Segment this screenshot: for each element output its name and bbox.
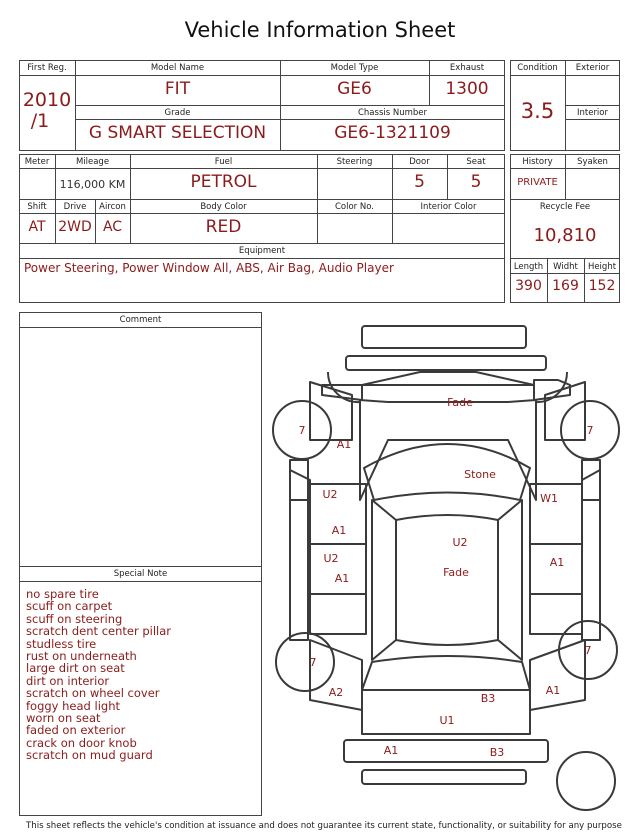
left-pillar xyxy=(372,500,396,660)
drive-value: 2WD xyxy=(58,219,92,235)
height-label: Height xyxy=(587,262,617,272)
right-rear-door xyxy=(530,544,582,594)
front-bumper xyxy=(362,326,526,348)
trunk xyxy=(362,690,530,734)
list-item: studless tire xyxy=(26,636,97,651)
rear-bumper-lower xyxy=(362,770,526,784)
right-mirror xyxy=(582,470,600,500)
width-label: Widht xyxy=(553,262,578,272)
list-item: rust on underneath xyxy=(26,649,137,664)
list-item: crack on door knob xyxy=(26,735,137,750)
model-name-value: FIT xyxy=(164,79,191,99)
left-headlight xyxy=(328,372,360,402)
shift-value: AT xyxy=(28,219,46,235)
mark-door-fl2: A1 xyxy=(331,524,347,537)
mark-door-rr: A1 xyxy=(549,556,565,569)
front-bumper-lower xyxy=(346,356,546,370)
mark-roof: U2 xyxy=(452,536,468,549)
windshield xyxy=(364,444,530,500)
seat-label: Seat xyxy=(466,157,486,167)
mark-door-fl: U2 xyxy=(322,488,338,501)
color-no-label: Color No. xyxy=(334,202,374,212)
mark-bumper-left: A1 xyxy=(383,744,399,757)
mark-tire-fl: 7 xyxy=(298,424,306,437)
fuel-value: PETROL xyxy=(190,172,257,192)
mark-trunk: B3 xyxy=(480,692,496,705)
model-type-value: GE6 xyxy=(337,79,372,99)
front-panel xyxy=(322,372,570,400)
model-type-label: Model Type xyxy=(330,63,379,73)
mark-rear-center: U1 xyxy=(439,714,455,727)
mark-door-rl2: A1 xyxy=(334,572,350,585)
chassis-number-value: GE6-1321109 xyxy=(334,123,451,143)
left-side-panel xyxy=(290,460,308,640)
recycle-fee-label: Recycle Fee xyxy=(539,202,591,212)
equipment-value: Power Steering, Power Window All, ABS, Air Bag, Audio Player xyxy=(24,261,394,275)
mark-door-fr: W1 xyxy=(540,492,558,505)
mark-hood: Stone xyxy=(464,468,496,481)
shift-label: Shift xyxy=(27,202,47,212)
list-item: worn on seat xyxy=(26,711,101,726)
tire-rear-left xyxy=(276,633,334,691)
drive-label: Drive xyxy=(63,202,87,212)
fuel-label: Fuel xyxy=(214,157,233,167)
body-color-label: Body Color xyxy=(200,202,247,212)
exhaust-label: Exhaust xyxy=(449,63,485,73)
mileage-value: 116,000 KM xyxy=(59,178,126,191)
special-note-list xyxy=(26,588,171,762)
equipment-label: Equipment xyxy=(238,246,286,256)
mark-front: Fade xyxy=(447,396,473,409)
list-item: foggy head light xyxy=(26,698,120,713)
first-reg-year: 2010 xyxy=(22,89,72,111)
comment-label: Comment xyxy=(119,315,162,325)
door-value: 5 xyxy=(414,172,425,192)
mark-tire-rl: 7 xyxy=(309,656,317,669)
right-rear-fender xyxy=(530,640,585,710)
length-value: 390 xyxy=(515,278,542,294)
mark-rear-right: A1 xyxy=(545,684,561,697)
seat-value: 5 xyxy=(470,172,482,192)
exhaust-value: 1300 xyxy=(445,79,489,99)
mileage-label: Mileage xyxy=(75,157,110,167)
history-value: PRIVATE xyxy=(517,177,558,188)
model-name-label: Model Name xyxy=(150,63,205,73)
page-title: Vehicle Information Sheet xyxy=(184,18,456,42)
meter-label: Meter xyxy=(24,157,50,167)
right-side-panel xyxy=(582,460,600,640)
mark-rear-left: A2 xyxy=(328,686,344,699)
syaken-label: Syaken xyxy=(577,157,608,167)
disclaimer-footer: This sheet reflects the vehicle's condition at issuance and does not guarantee its current state, functionality, or suitability for any purpose xyxy=(26,821,622,831)
aircon-value: AC xyxy=(102,219,123,235)
chassis-number-label: Chassis Number xyxy=(357,108,428,118)
hood xyxy=(360,400,536,500)
rear-window xyxy=(362,656,530,690)
width-value: 169 xyxy=(552,278,579,294)
recycle-fee-value: 10,810 xyxy=(533,225,597,246)
mark-bumper-right: B3 xyxy=(489,746,505,759)
steering-label: Steering xyxy=(336,157,373,167)
car-damage-diagram xyxy=(268,320,628,815)
grade-label: Grade xyxy=(164,108,191,118)
height-value: 152 xyxy=(588,278,616,294)
list-item: scuff on steering xyxy=(26,611,123,626)
spare-tire xyxy=(557,752,615,810)
roof xyxy=(396,515,498,645)
list-item: no spare tire xyxy=(26,587,99,601)
list-item: scratch dent center pillar xyxy=(26,624,172,639)
list-item: scratch on wheel cover xyxy=(26,686,160,701)
list-item: scratch on mud guard xyxy=(26,748,153,763)
condition-label: Condition xyxy=(517,63,558,73)
right-rear-quarter xyxy=(530,594,582,634)
first-reg-label: First Reg. xyxy=(27,63,67,73)
list-item: scuff on carpet xyxy=(26,599,113,614)
left-rear-fender xyxy=(310,640,362,710)
mark-roof2: Fade xyxy=(443,566,469,579)
condition-grade: 3.5 xyxy=(520,99,555,123)
mark-tire-rr: 7 xyxy=(584,644,592,657)
list-item: large dirt on seat xyxy=(26,661,125,676)
length-label: Length xyxy=(513,262,544,272)
mark-tire-fr: 7 xyxy=(586,424,594,437)
list-item: dirt on interior xyxy=(26,673,110,688)
right-pillar xyxy=(498,500,522,660)
interior-label: Interior xyxy=(576,108,608,118)
list-item: faded on exterior xyxy=(26,723,126,738)
left-rear-quarter xyxy=(310,594,366,634)
rear-bumper xyxy=(344,740,548,762)
special-note-label: Special Note xyxy=(113,569,168,579)
exterior-label: Exterior xyxy=(575,63,610,73)
right-headlight xyxy=(535,372,567,402)
aircon-label: Aircon xyxy=(99,202,126,212)
door-label: Door xyxy=(409,157,430,167)
first-reg-month: /1 xyxy=(30,110,50,132)
body-color-value: RED xyxy=(205,217,242,237)
interior-color-label: Interior Color xyxy=(420,202,477,212)
right-front-fender-top xyxy=(545,382,585,440)
mark-fender-fl: A1 xyxy=(336,438,352,451)
history-label: History xyxy=(522,157,553,167)
grade-value: G SMART SELECTION xyxy=(88,123,267,143)
mark-door-rl: U2 xyxy=(323,552,339,565)
